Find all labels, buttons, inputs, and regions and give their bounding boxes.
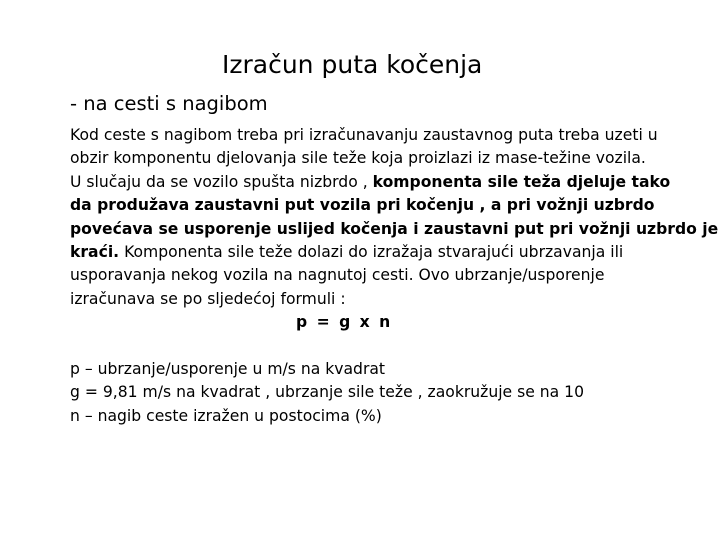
formula: p = g x n	[296, 313, 393, 332]
paragraph-line: usporavanja nekog vozila na nagnutoj cesti. Ovo ubrzanje/usporenje	[70, 266, 605, 285]
slide-subtitle: - na cesti s nagibom	[70, 92, 268, 115]
slide-body	[70, 124, 719, 428]
paragraph-text: U slučaju da se vozilo spušta nizbrdo ,	[70, 172, 373, 191]
paragraph-line: izračunava se po sljedećoj formuli :	[70, 289, 346, 308]
paragraph-emphasis-line: povećava se usporenje uslijed kočenja i zaustavni put pri vožnji uzbrdo je	[70, 219, 719, 238]
paragraph-line: obzir komponentu djelovanja sile teže koja proizlazi iz mase-težine vozila.	[70, 149, 646, 168]
slide-title: Izračun puta kočenja	[222, 50, 483, 79]
definition-n: n – nagib ceste izražen u postocima (%)	[70, 406, 382, 425]
paragraph-line	[70, 171, 710, 194]
spacer	[70, 335, 710, 358]
paragraph-emphasis: komponenta sile teža djeluje tako	[372, 172, 671, 191]
definition-p: p – ubrzanje/usporenje u m/s na kvadrat	[70, 359, 386, 378]
paragraph-emphasis: kraći.	[70, 242, 120, 261]
paragraph-line	[70, 241, 710, 264]
paragraph-line: Kod ceste s nagibom treba pri izračunavanju zaustavnog puta treba uzeti u	[70, 126, 658, 144]
paragraph-emphasis-line: da produžava zaustavni put vozila pri kočenju , a pri vožnji uzbrdo	[70, 196, 655, 215]
definition-g: g = 9,81 m/s na kvadrat , ubrzanje sile teže , zaokružuje se na 10	[70, 383, 585, 402]
paragraph-text: Komponenta sile teže dolazi do izražaja stvarajući ubrzavanja ili	[119, 242, 624, 261]
